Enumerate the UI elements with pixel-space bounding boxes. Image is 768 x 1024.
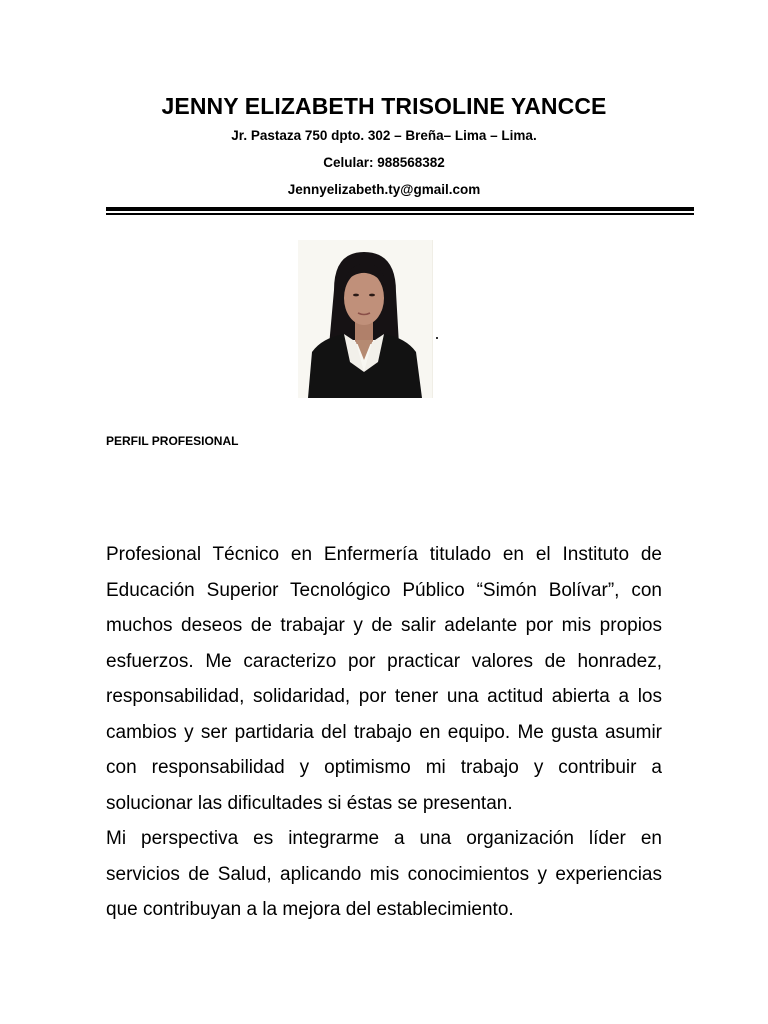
section-title-profile: PERFIL PROFESIONAL: [106, 434, 239, 448]
address-line: Jr. Pastaza 750 dpto. 302 – Breña– Lima – Lima.: [231, 128, 537, 143]
profile-body: [106, 537, 662, 928]
header-divider-thick: [106, 207, 694, 211]
profile-paragraph-1: Profesional Técnico en Enfermería titulado en el Instituto de Educación Superior Tecnológico Público “Simón Bolívar”, con muchos deseos de trabajar y de salir adelante por mis propios esfuerzos. Me caracterizo por practicar valores de honradez, responsabilidad, solidaridad, por tener una actitud abierta a los cambios y ser partidaria del trabajo en equipo. Me gusta asumir con responsabilidad y optimismo mi trabajo y contribuir a solucionar las dificultades si éstas se presentan.: [106, 544, 662, 814]
candidate-name: JENNY ELIZABETH TRISOLINE YANCCE: [161, 93, 607, 119]
email-line: Jennyelizabeth.ty@gmail.com: [287, 182, 481, 197]
header-divider-thin: [106, 213, 694, 215]
phone-line: Celular: 988568382: [323, 155, 445, 170]
profile-paragraph-2: Mi perspectiva es integrarme a una organización líder en servicios de Salud, aplicando mis conocimientos y experiencias que contribuyan a la mejora del establecimiento.: [106, 828, 662, 920]
profile-photo: [298, 240, 433, 398]
stray-dot: [436, 337, 438, 339]
